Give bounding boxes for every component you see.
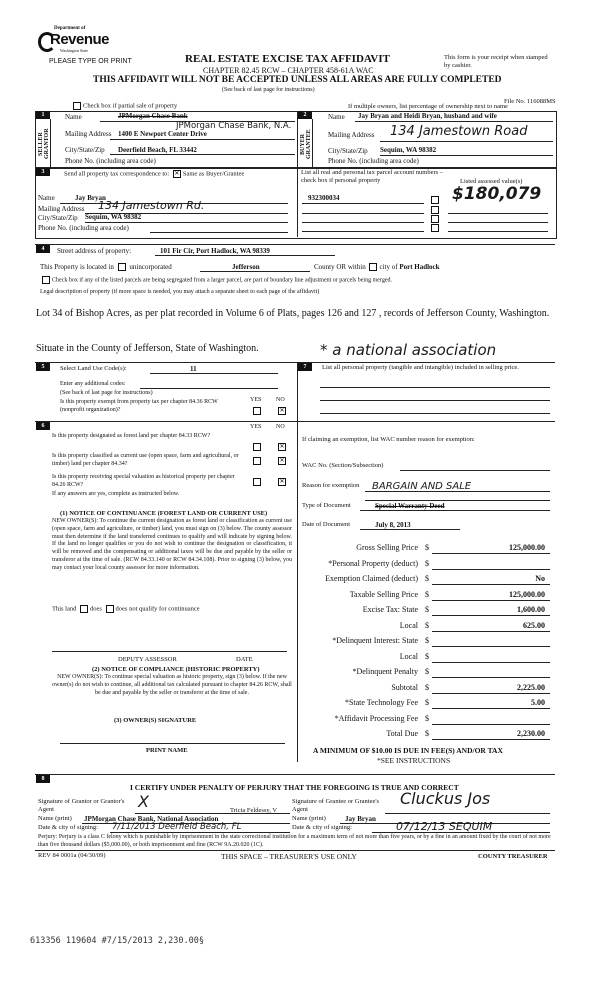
section-8-tab: 8 [36,775,50,783]
reason-value: BARGAIN AND SALE [372,481,472,492]
dor-logo [38,26,110,56]
corr-mailing-value: 134 Jamestown Rd. [98,199,205,212]
s6-yes-label: YES [250,424,262,430]
wac-label: WAC No. (Section/Subsection) [302,462,384,469]
buyer-mailing-value: 134 Jamestown Road [390,124,528,139]
form-chapter: CHAPTER 82.45 RCW – CHAPTER 458-61A WAC [203,66,374,75]
tax-row-line [432,708,550,709]
land-use-label: Select Land Use Code(s): [60,365,127,372]
parcel-3-checkbox[interactable] [431,215,439,223]
county-value: Jefferson [232,263,260,271]
within-city-row: County OR within city of Port Hadlock [314,263,440,271]
seller-city-label: City/State/Zip [65,146,105,154]
current-use-yes-checkbox[interactable] [253,457,261,465]
handwritten-note: * a national association [320,341,497,359]
tax-row-currency: $ [425,621,429,630]
corr-city-label: City/State/Zip [38,214,78,222]
tax-row-value: 2,225.00 [517,683,545,692]
buyer-grantee-label: BUYER GRANTEE [300,129,312,159]
parcel-1-checkbox[interactable] [431,196,439,204]
grantee-signature: Cluckus Jos [400,789,491,808]
county-treasurer-label: COUNTY TREASURER [478,853,548,860]
tax-row-line [432,553,550,554]
tax-row-label: *Delinquent Interest: State [332,636,418,645]
tax-row-value: 125,000.00 [509,590,545,599]
grantor-sig-label: Signature of Grantor or Grantor's Agent [38,798,125,813]
tax-row-line [432,662,550,663]
tax-row-value: 625.00 [523,621,545,630]
doc-type-label: Type of Document [302,502,351,509]
form-title: REAL ESTATE EXCISE TAX AFFIDAVIT [185,53,390,65]
corr-name-value: Jay Bryan [75,194,106,202]
buyer-city-label: City/State/Zip [328,147,368,155]
buyer-city-value: Sequim, WA 98382 [380,146,437,154]
exemption-label: If claiming an exemption, list WAC number reason for exemption: [302,436,475,443]
partial-sale-checkbox-row[interactable]: Check box if partial sale of property [71,102,177,110]
tax-row-value: 2,230.00 [517,729,545,738]
tax-row-line [432,724,550,725]
land-use-see-back: (See back of last page for instructions) [60,390,153,396]
type-or-print: PLEASE TYPE OR PRINT [49,58,132,65]
section-4-tab: 4 [36,245,50,253]
tax-row-currency: $ [425,729,429,738]
current-use-question: Is this property classified as current use (open space, farm and agricultural, or timber) land per chapter 84.34? [52,453,239,467]
exempt-question: Is this property exempt from property tax per chapter 84.36 RCW (nonprofit organization)? [60,399,218,413]
minimum-due-note: A MINIMUM OF $10.00 IS DUE IN FEE(S) AND/OR TAX [313,746,503,755]
section-7-tab: 7 [298,363,312,371]
legal-desc-label: Legal description of property (if more space is needed, you may attach a separate sheet to each page of the affidavit) [40,289,320,295]
seller-name-value: JPMorgan Chase Bank [118,112,188,120]
tax-row-currency: $ [425,683,429,692]
does-not-checkbox[interactable] [106,605,114,613]
tax-row-value: 1,600.00 [517,605,545,614]
parcel-4-checkbox[interactable] [431,224,439,232]
see-instructions-note: *SEE INSTRUCTIONS [377,756,451,765]
segregated-checkbox[interactable] [42,276,50,284]
tax-row-currency: $ [425,605,429,614]
seller-city-value: Deerfield Beach, FL 33442 [118,146,197,154]
notice1-title: (1) NOTICE OF CONTINUANCE (FOREST LAND OR CURRENT USE) [60,510,268,517]
tax-row-currency: $ [425,714,429,723]
grantee-sig-label: Signature of Grantee or Grantee's Agent [292,798,380,813]
situate-text: Situate in the County of Jefferson, State of Washington. [36,343,259,354]
tax-row-label: *Delinquent Penalty [352,667,418,676]
revision-code: REV 84 0001a (04/30/09) [38,852,106,859]
section-6-tab: 6 [36,422,50,430]
grantor-name-label: Name (print) [38,815,72,822]
exempt-yes-checkbox[interactable] [253,407,261,415]
does-checkbox[interactable] [80,605,88,613]
tax-row-currency: $ [425,590,429,599]
tax-row-line [432,584,550,585]
partial-sale-checkbox[interactable] [73,102,81,110]
tax-row-line [432,677,550,678]
s5-no-label: NO [276,397,285,403]
tax-row-value: 125,000.00 [509,543,545,552]
tax-row-line [432,615,550,616]
tax-row-label: Excise Tax: State [362,605,418,614]
historic-no-checkbox[interactable] [278,478,286,486]
unincorporated-checkbox[interactable] [118,263,126,271]
see-back-note: (See back of last page for instructions) [222,87,315,93]
seller-mailing-value: 1400 E Newport Center Drive [118,130,207,138]
treasurer-use-note: THIS SPACE – TREASURER'S USE ONLY [221,852,357,861]
tax-row-currency: $ [425,652,429,661]
city-checkbox[interactable] [369,263,377,271]
notice2-title: (2) NOTICE OF COMPLIANCE (HISTORIC PROPERTY) [92,666,260,673]
exempt-no-checkbox[interactable] [278,407,286,415]
tax-row-label: Local [399,652,418,661]
buyer-mailing-label: Mailing Address [328,131,375,139]
parcel-number: 932300034 [308,194,340,202]
grantor-date-city: 7/11/2013 Deerfield Beach, FL [112,822,242,832]
grantor-print-name: JPMorgan Chase Bank, National Association [84,815,219,823]
send-correspondence: Send all property tax correspondence to: ✕ Same as Buyer/Grantee [64,170,244,178]
section-3-tab: 3 [36,168,50,176]
section-1-tab: 1 [36,111,50,119]
tax-row-label: Gross Selling Price [356,543,418,552]
tax-row-label: Local [399,621,418,630]
tax-row-currency: $ [425,559,429,568]
print-name-label: PRINT NAME [146,747,188,754]
file-number: File No. 116088MS [504,98,556,105]
doc-type-value: Special Warranty Deed [375,502,445,510]
forest-yes-checkbox[interactable] [253,443,261,451]
signer-name: Tricia Feldessy, V [230,807,278,814]
additional-codes-label: Enter any additional codes: [60,381,126,387]
buyer-name-label: Name [328,113,345,121]
assessed-value: $180,079 [452,184,542,204]
tax-row-line [432,739,550,740]
tax-row-line [432,631,550,632]
historic-question: Is this property receiving special valuation as historical property per chapter 84.26 RCW? [52,474,235,488]
receipt-stamp: 613356 119604 #7/15/2013 2,230.00§ [30,936,204,946]
tax-row-value: No [535,574,545,583]
logo-word: Revenue [50,31,110,48]
tax-row-value: 5.00 [531,698,545,707]
section-2-tab: 2 [298,111,312,119]
doc-date-label: Date of Document [302,521,351,528]
current-use-no-checkbox[interactable] [278,457,286,465]
s6-no-label: NO [276,424,285,430]
buyer-phone-label: Phone No. (including area code) [328,157,419,165]
reason-label: Reason for exemption [302,482,360,489]
grantee-date-label: Date & city of signing: [292,824,352,831]
continuance-row: This land does does not qualify for continuance [52,605,200,613]
tax-row-label: *Affidavit Processing Fee [334,714,418,723]
corr-name-label: Name [38,194,55,202]
tax-row-currency: $ [425,667,429,676]
seller-name-overwrite: JPMorgan Chase Bank, N.A. [176,121,292,131]
tax-row-line [432,569,550,570]
tax-row-label: Total Due [386,729,418,738]
seller-grantor-label: SELLER GRANTOR [38,128,50,160]
tax-row-currency: $ [425,543,429,552]
any-yes-note: If any answers are yes, complete as instructed below. [52,491,180,497]
corr-mailing-label: Mailing Address [38,205,85,213]
tax-row-label: Taxable Selling Price [349,590,418,599]
section-5-tab: 5 [36,363,50,371]
forest-no-checkbox[interactable] [278,443,286,451]
doc-date-value: July 8, 2013 [375,521,411,529]
tax-row-label: *State Technology Fee [344,698,418,707]
s5-yes-label: YES [250,397,262,403]
tax-row-currency: $ [425,574,429,583]
grantor-date-label: Date & city of signing: [38,824,98,831]
buyer-name-value: Jay Bryan and Heidi Bryan, husband and wife [358,112,497,120]
corr-city-value: Sequim, WA 98382 [85,213,142,221]
seller-mailing-label: Mailing Address [65,130,112,138]
seller-phone-label: Phone No. (including area code) [65,157,156,165]
grantee-print-name: Jay Bryan [345,815,376,823]
land-use-code: 11 [190,365,197,373]
logo-line3: Washington State [60,48,89,53]
personal-property-label: List all personal property (tangible and intangible) included in selling price. [322,364,519,371]
street-value: 101 Fir Cir, Port Hadlock, WA 98339 [160,247,270,255]
grantee-date-city: 07/12/13 SEQUIM [396,820,493,833]
parcel-2-checkbox[interactable] [431,206,439,214]
certify-statement: I CERTIFY UNDER PENALTY OF PERJURY THAT THE FOREGOING IS TRUE AND CORRECT [130,783,459,792]
logo-line1: Department of [54,26,86,31]
owner-signature-label: (3) OWNER(S) SIGNATURE [114,717,197,724]
historic-yes-checkbox[interactable] [253,478,261,486]
forest-question: Is this property designated as forest land per chapter 84.33 RCW? [52,433,211,439]
tax-row-currency: $ [425,698,429,707]
deputy-assessor-label: DEPUTY ASSESSOR [118,656,177,663]
located-in-row: This Property is located in unincorporated [40,263,172,271]
grantee-name-label: Name (print) [292,815,326,822]
tax-row-line [432,693,550,694]
grantor-signature: X [138,792,149,811]
same-as-buyer-checkbox[interactable] [173,170,181,178]
tax-row-label: Exemption Claimed (deduct) [325,574,418,583]
tax-row-currency: $ [425,636,429,645]
notice2-body: NEW OWNER(S): To continue special valuation as historic property, sign (3) below. If the new owner(s) do not wish to continue, all additional tax calculated pursuant to chapter 84.26 RCW, shall be due and payable by the seller or transferor at the time of sale. [52,674,292,696]
notice1-body: NEW OWNER(S): To continue the current designation as forest land or classification as current use (open space, farm and agriculture, or timber) land, you must sign on (3) below. The county assessor must then determine if the land transferred continues to qualify and will indicate by signing below. If the land no longer qualifies or you do not wish to continue the designation or classification, it will be removed and the compensating or additional taxes will be due and payable by the seller or transferor at the time of sale. (RCW 84.33.140 or RCW 84.34.108). Prior to signing (3) below, you may contact your local county assessor for more information. [52,518,292,571]
assessed-header: Listed assessed value(s) [460,178,523,185]
segregated-row: Check box if any of the listed parcels are being segregated from a larger parcel, are part of boundary line adjustment or parcels being merged. [40,276,392,284]
corr-phone-label: Phone No. (including area code) [38,224,129,232]
receipt-note: This form is your receipt when stamped by cashier. [444,54,548,69]
legal-description: Lot 34 of Bishop Acres, as per plat recorded in Volume 6 of Plats, pages 126 and 127 , records of Jefferson County, Washington. [36,308,550,319]
perjury-notice: Perjury: Perjury is a class C felony which is punishable by imprisonment in the state correctional institution for a maximum term of not more than five years, or by a fine in an amount fixed by the court of not more than five thousand dollars ($5,000.00), or both imprisonment and fine (RCW 9A.20.020 (1C). [38,834,551,848]
parcel-header: List all real and personal tax parcel account numbers – check box if personal property [301,169,444,184]
street-label: Street address of property: [57,247,132,255]
tax-row-label: Subtotal [391,683,418,692]
tax-row-label: *Personal Property (deduct) [328,559,418,568]
multiple-owners-note: If multiple owners, list percentage of ownership next to name [348,103,508,110]
assessor-date-label: DATE [236,656,253,663]
tax-row-line [432,646,550,647]
form-warning: THIS AFFIDAVIT WILL NOT BE ACCEPTED UNLESS ALL AREAS ARE FULLY COMPLETED [93,75,502,85]
seller-name-label: Name [65,113,82,121]
tax-row-line [432,600,550,601]
